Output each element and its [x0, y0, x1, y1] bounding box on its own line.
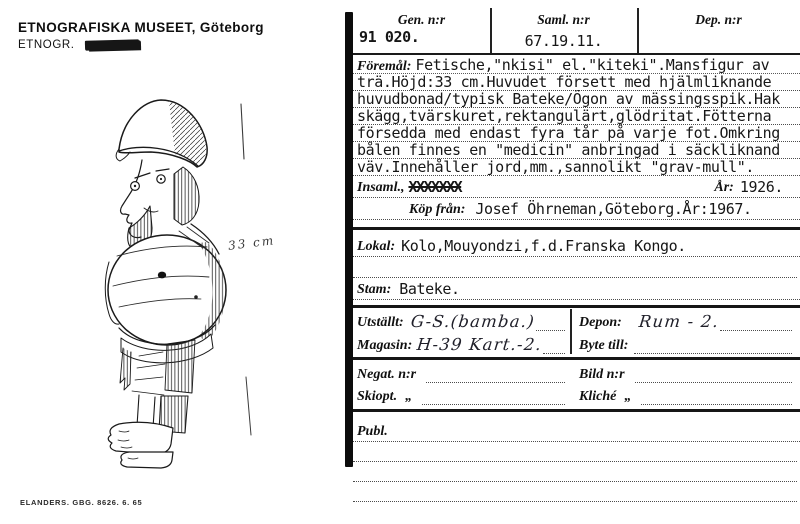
measure-line	[241, 104, 251, 435]
insaml-row	[353, 177, 800, 198]
blank-dotted-line	[353, 277, 797, 278]
etnogr-label: ETNOGR.	[18, 39, 75, 51]
magasin-row	[353, 332, 570, 355]
blank-dotted-line	[353, 481, 797, 482]
figure-sketch	[95, 90, 270, 480]
ar-value: 1926.	[739, 178, 783, 196]
foremal-line: bålen finnes en "medicin" anbringad i säckliknand	[353, 142, 800, 159]
depon-row	[575, 310, 797, 332]
belly	[105, 227, 226, 345]
sketch-measure-caption: 33 cm	[227, 233, 276, 253]
card-edge-bar	[345, 12, 353, 467]
gen-nr-value: 91 020.	[359, 28, 420, 46]
saml-nr-value: 67.19.11.	[524, 32, 603, 50]
foremal-line: skägg,tvärskuret,rektangulärt,glödritat.Fötterna	[353, 108, 800, 125]
foremal-label: Föremål:	[357, 59, 412, 74]
blank-dotted-line	[353, 461, 797, 462]
bild-label: Bild n:r	[579, 367, 625, 382]
kop-fran-value: Josef Öhrneman,Göteborg.År:1967.	[475, 200, 752, 218]
helmet	[116, 100, 207, 167]
skiopt-ditto: „	[405, 389, 413, 404]
foremal-line: försedda med endast fyra tår på varje fot.Omkring	[353, 125, 800, 142]
depon-label: Depon:	[579, 315, 622, 330]
etnogr-row	[18, 39, 141, 51]
byte-till-label: Byte till:	[579, 338, 629, 353]
section-divider	[353, 357, 800, 360]
gen-nr-label: Gen. n:r	[397, 12, 446, 27]
utstallt-column-divider	[570, 309, 572, 354]
stam-row	[353, 279, 800, 300]
section-divider	[353, 409, 800, 412]
utstallt-value: G-S.(bamba.)	[409, 312, 536, 331]
insaml-struck-value: XXXXXXX	[408, 178, 462, 196]
kliche-label: Kliché	[579, 389, 617, 404]
utstallt-row	[353, 310, 570, 332]
section-divider	[353, 305, 800, 308]
kliche-ditto: „	[624, 389, 632, 404]
header-bottom-rule	[353, 53, 800, 55]
insaml-label: Insaml.,	[357, 180, 405, 195]
dep-nr-label: Dep. n:r	[695, 12, 742, 27]
foremal-line: väv.Innehåller jord,mm.,sannolikt "grav-mull".	[353, 159, 800, 176]
publ-row	[353, 416, 800, 442]
header-divider-2	[637, 8, 639, 53]
magasin-label: Magasin:	[357, 338, 413, 353]
ar-label: År:	[714, 180, 734, 195]
printer-code: ELANDERS. GBG. 8626. 6. 65	[20, 498, 143, 507]
blank-dotted-line	[353, 501, 797, 502]
foremal-line: trä.Höjd:33 cm.Huvudet försett med hjälmliknande	[353, 74, 800, 91]
museum-title: ETNOGRAFISKA MUSEET, Göteborg	[18, 20, 264, 35]
catalog-card	[353, 0, 800, 524]
negat-row	[353, 363, 570, 384]
skiopt-label: Skiopt.	[357, 389, 398, 404]
foremal-line: Föremål: Fetische,"nkisi" el."kiteki".Mansfigur av	[353, 57, 800, 74]
byte-till-row	[575, 332, 797, 355]
lokal-row	[353, 234, 800, 257]
kop-fran-label: Köp från:	[409, 202, 466, 217]
saml-nr-label: Saml. n:r	[537, 12, 590, 27]
feet	[108, 422, 173, 468]
utstallt-label: Utställt:	[357, 315, 404, 330]
publ-label: Publ.	[357, 424, 388, 439]
lokal-label: Lokal:	[357, 239, 396, 254]
dep-nr-column	[637, 8, 800, 54]
stam-label: Stam:	[357, 282, 392, 297]
kop-fran-row	[353, 199, 800, 220]
lokal-value: Kolo,Mouyondzi,f.d.Franska Kongo.	[401, 237, 686, 255]
kliche-row	[575, 385, 797, 406]
negat-label: Negat. n:r	[357, 367, 417, 382]
skiopt-row	[353, 385, 570, 406]
bild-row	[575, 363, 797, 384]
head-back-shading	[174, 167, 199, 225]
stam-value: Bateke.	[399, 280, 460, 298]
depon-value: Rum - 2.	[637, 312, 720, 331]
magasin-value: H-39 Kart.-2.	[416, 335, 544, 354]
section-divider	[353, 227, 800, 230]
scribbled-out-text	[84, 40, 140, 50]
foremal-block	[353, 57, 800, 176]
header-divider-1	[490, 8, 492, 53]
foremal-line: huvudbonad/typisk Bateke/Ögon av mässingsspik.Hak	[353, 91, 800, 108]
